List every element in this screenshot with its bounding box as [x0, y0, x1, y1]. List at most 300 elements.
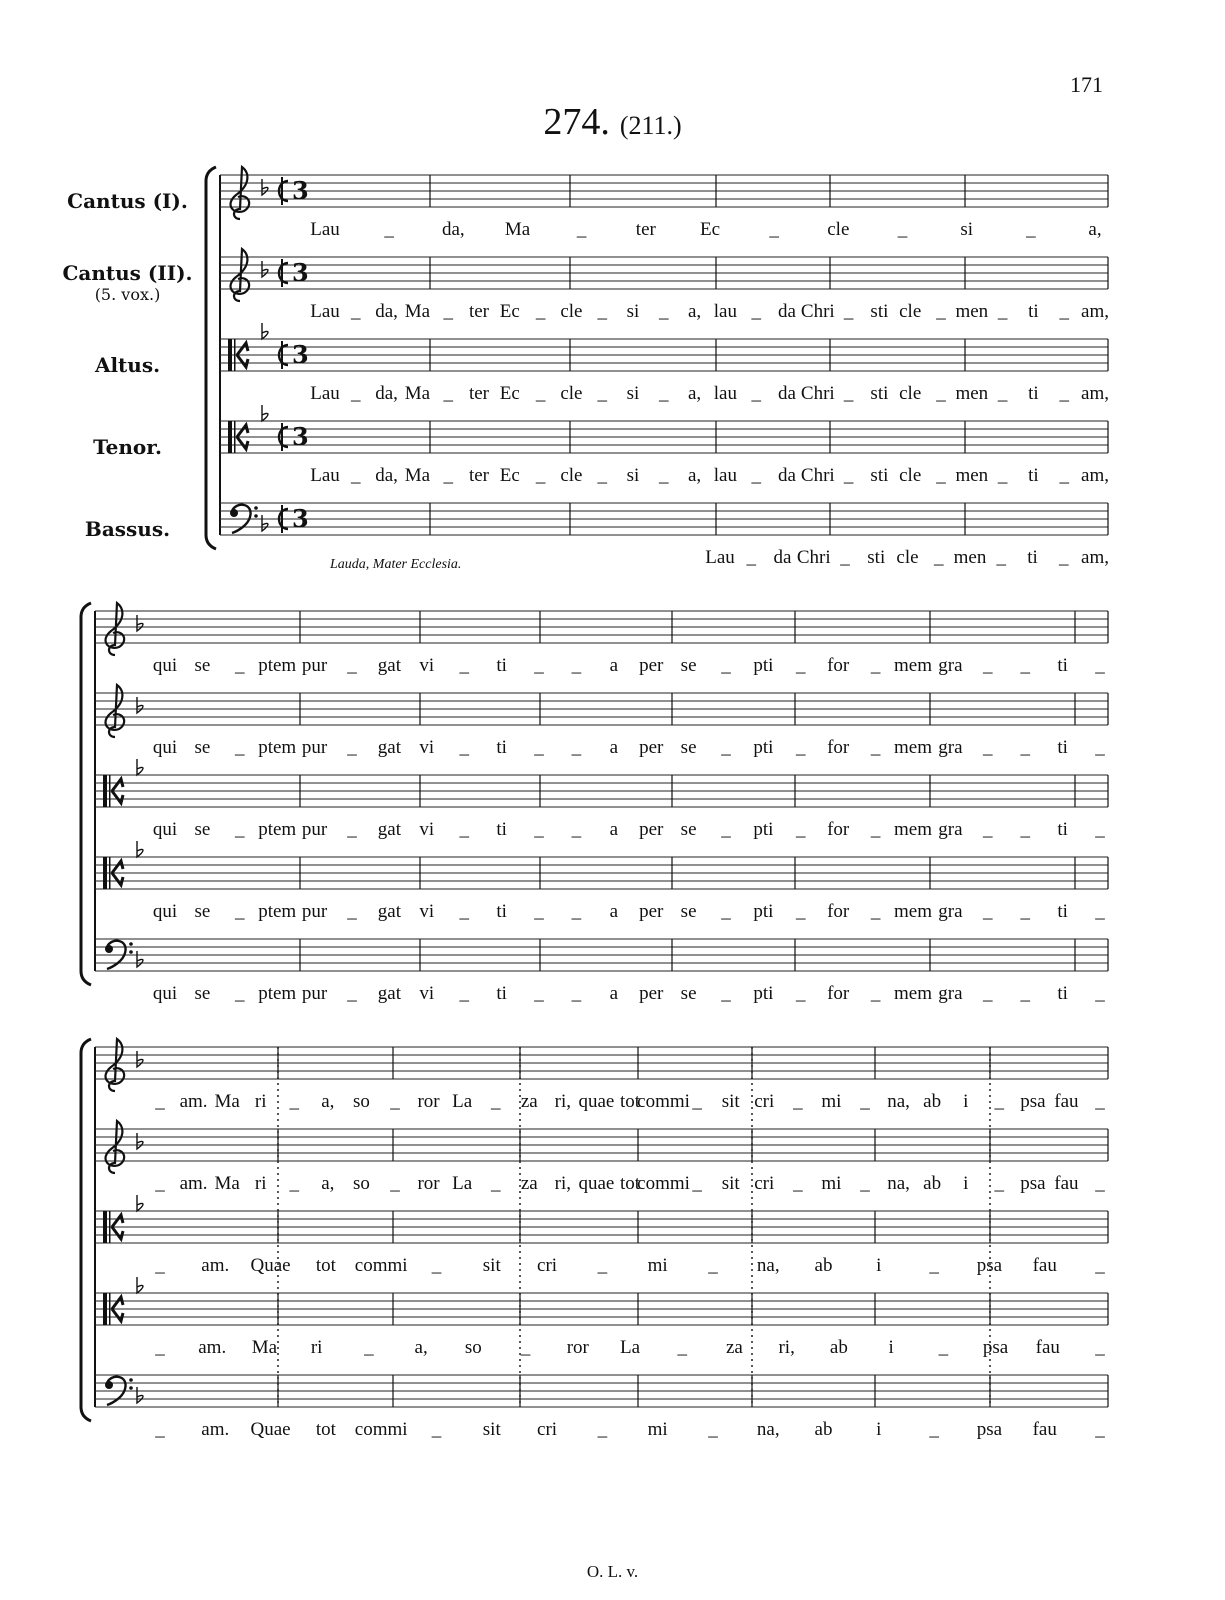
lyric-syllable: La	[452, 1173, 473, 1194]
lyric-syllable: _	[289, 1091, 300, 1112]
lyric-syllable: _	[840, 547, 850, 568]
lyric-syllable: ab	[923, 1091, 942, 1112]
lyric-syllable: se	[680, 655, 697, 676]
lyric-syllable: qui	[152, 737, 178, 758]
lyric-syllable: am.	[179, 1091, 208, 1112]
lyric-syllable: ptem	[258, 819, 297, 840]
lyric-syllable: _	[390, 1091, 400, 1112]
lyric-syllable: _	[289, 1173, 300, 1194]
voice-label-bassus: Bassus.	[84, 517, 171, 541]
lyric-syllable: se	[194, 901, 211, 922]
lyric-syllable: _	[1020, 655, 1030, 676]
lyric-syllable: mi	[821, 1173, 842, 1194]
flat-key-signature-icon	[137, 1387, 143, 1403]
lyric-syllable: _	[235, 983, 245, 1004]
lyric-syllable: fau	[1032, 1419, 1057, 1440]
staff-4	[95, 1277, 1108, 1358]
lyric-syllable: _	[870, 737, 881, 758]
lyric-syllable: _	[997, 465, 1008, 486]
lyric-syllable: _	[597, 383, 607, 404]
lyric-syllable: _	[659, 383, 669, 404]
lyric-syllable: gra	[938, 737, 963, 758]
lyric-syllable: _	[490, 1173, 501, 1194]
lyric-syllable: pur	[301, 655, 328, 676]
lyric-syllable: am.	[198, 1337, 227, 1358]
lyric-syllable: sit	[482, 1255, 501, 1276]
lyric-syllable: a,	[414, 1337, 428, 1358]
lyric-syllable: pti	[753, 983, 774, 1004]
lyric-syllable: _	[535, 465, 546, 486]
lyric-syllable: pti	[753, 655, 774, 676]
c-clef-icon	[103, 857, 107, 889]
lyric-syllable: _	[1095, 983, 1105, 1004]
lyric-syllable: _	[936, 465, 946, 486]
lyric-syllable: na,	[887, 1091, 910, 1112]
lyric-syllable: La	[619, 1337, 641, 1358]
lyric-syllable: _	[1095, 1091, 1105, 1112]
lyric-syllable: tot	[315, 1255, 336, 1276]
lyric-syllable: _	[597, 465, 607, 486]
lyric-syllable: ri	[254, 1091, 267, 1112]
lyric-syllable: _	[860, 1173, 870, 1194]
lyric-syllable: _	[597, 301, 607, 322]
lyric-syllable: Ma	[504, 219, 531, 240]
lyric-syllable: ti	[496, 819, 507, 840]
lyric-syllable: sit	[482, 1419, 501, 1440]
lyric-syllable: per	[639, 901, 664, 922]
c-clef-icon	[234, 421, 236, 453]
lyric-syllable: na,	[887, 1173, 910, 1194]
lyric-syllable: _	[1020, 737, 1030, 758]
flat-key-signature-icon	[262, 405, 268, 421]
lyric-syllable: _	[983, 901, 993, 922]
lyric-syllable: _	[597, 1255, 608, 1276]
lyric-syllable: for	[827, 655, 850, 676]
lyric-syllable: cle	[899, 383, 922, 404]
lyric-syllable: _	[1020, 819, 1030, 840]
lyric-syllable: ti	[1028, 301, 1039, 322]
lyric-syllable: am,	[1081, 301, 1109, 322]
mensuration-number: 3	[292, 422, 309, 451]
lyric-syllable: _	[870, 819, 881, 840]
lyric-syllable: sit	[721, 1091, 740, 1112]
lyric-syllable: da,	[375, 383, 398, 404]
lyric-syllable: ti	[1027, 547, 1038, 568]
incipit-label: Lauda, Mater Ecclesia.	[330, 557, 462, 572]
lyric-syllable: psa	[982, 1337, 1009, 1358]
lyric-syllable: _	[692, 1091, 702, 1112]
lyric-syllable: Chri	[796, 547, 831, 568]
lyric-syllable: _	[351, 301, 361, 322]
lyric-syllable: _	[235, 737, 245, 758]
lyric-syllable: am,	[1081, 465, 1109, 486]
lyric-syllable: Chri	[800, 383, 835, 404]
lyric-syllable: mi	[647, 1419, 668, 1440]
lyric-syllable: _	[459, 819, 469, 840]
lyric-syllable: ti	[1057, 819, 1068, 840]
mensuration-number: 3	[292, 176, 309, 205]
lyric-syllable: _	[534, 737, 544, 758]
lyric-syllable: _	[796, 819, 806, 840]
lyric-syllable: _	[1095, 1337, 1105, 1358]
lyric-syllable: cri	[754, 1091, 775, 1112]
lyric-syllable: _	[459, 901, 469, 922]
lyric-syllable: ti	[1057, 901, 1068, 922]
lyric-syllable: _	[443, 465, 453, 486]
lyric-syllable: quae	[578, 1173, 615, 1194]
lyric-syllable: _	[571, 901, 582, 922]
flat-key-signature-icon	[137, 697, 143, 713]
lyric-syllable: ptem	[258, 655, 297, 676]
lyric-syllable: _	[843, 383, 854, 404]
lyric-syllable: ab	[814, 1419, 833, 1440]
lyric-syllable: _	[155, 1255, 165, 1276]
lyric-syllable: _	[1059, 383, 1069, 404]
lyric-syllable: na,	[756, 1419, 780, 1440]
lyric-syllable: Quae	[250, 1255, 291, 1276]
staff-5	[95, 1375, 1108, 1440]
staff-3	[95, 759, 1108, 840]
lyric-syllable: qui	[152, 655, 178, 676]
lyric-syllable: cri	[537, 1419, 558, 1440]
lyric-syllable: se	[194, 655, 211, 676]
lyric-syllable: _	[751, 301, 761, 322]
lyric-syllable: a	[609, 655, 619, 676]
lyric-syllable: ror	[566, 1337, 589, 1358]
flat-key-signature-icon	[137, 759, 143, 775]
lyric-syllable: _	[936, 301, 946, 322]
lyric-syllable: ri	[310, 1337, 323, 1358]
lyric-syllable: so	[464, 1337, 482, 1358]
lyric-syllable: _	[431, 1255, 442, 1276]
lyric-syllable: _	[751, 383, 761, 404]
staff-2	[220, 249, 1109, 322]
lyric-syllable: fau	[1035, 1337, 1060, 1358]
lyric-syllable: a,	[688, 465, 702, 486]
bass-clef-icon	[129, 1378, 133, 1382]
voice-label-cantus-2: Cantus (II). (5. vox.)	[62, 261, 193, 304]
lyric-syllable: si	[626, 383, 640, 404]
staff-4	[95, 841, 1108, 922]
lyric-syllable: so	[352, 1173, 370, 1194]
lyric-syllable: ror	[417, 1091, 440, 1112]
lyric-syllable: _	[746, 547, 756, 568]
lyric-syllable: Lau	[310, 465, 340, 486]
lyric-syllable: gra	[938, 655, 963, 676]
lyric-syllable: ti	[496, 983, 507, 1004]
lyric-syllable: _	[997, 383, 1008, 404]
lyric-syllable: _	[347, 819, 357, 840]
lyric-syllable: ti	[1057, 737, 1068, 758]
staff-4	[220, 405, 1109, 486]
lyric-syllable: Ma	[404, 301, 431, 322]
lyric-syllable: gat	[377, 819, 402, 840]
lyric-syllable: za	[520, 1091, 538, 1112]
lyric-syllable: _	[155, 1419, 165, 1440]
flat-key-signature-icon	[137, 1195, 143, 1211]
lyric-syllable: _	[155, 1091, 165, 1112]
lyric-syllable: Ec	[699, 219, 721, 240]
lyric-syllable: _	[659, 465, 669, 486]
lyric-syllable: psa	[1020, 1173, 1046, 1194]
lyric-syllable: psa	[976, 1419, 1003, 1440]
lyric-syllable: da	[778, 465, 796, 486]
lyric-syllable: _	[994, 1173, 1005, 1194]
staff-3	[220, 323, 1109, 404]
c-clef-icon	[103, 775, 107, 807]
lyric-syllable: da,	[375, 301, 398, 322]
lyric-syllable: se	[680, 983, 697, 1004]
lyric-syllable: ab	[923, 1173, 942, 1194]
lyric-syllable: men	[955, 383, 989, 404]
lyric-syllable: da,	[441, 219, 465, 240]
mensuration-number: 3	[292, 504, 309, 533]
lyric-syllable: i	[963, 1091, 969, 1112]
lyric-syllable: Chri	[800, 465, 835, 486]
lyric-syllable: _	[843, 301, 854, 322]
lyric-syllable: _	[721, 901, 731, 922]
lyric-syllable: ter	[468, 383, 490, 404]
lyric-syllable: mem	[894, 737, 932, 758]
lyric-syllable: ti	[496, 901, 507, 922]
lyric-syllable: qui	[152, 901, 178, 922]
lyric-syllable: _	[431, 1419, 442, 1440]
lyric-syllable: _	[1020, 983, 1030, 1004]
c-clef-icon	[228, 339, 232, 371]
lyric-syllable: qui	[152, 983, 178, 1004]
lyric-syllable: ti	[496, 737, 507, 758]
lyric-syllable: vi	[419, 983, 435, 1004]
lyric-syllable: za	[726, 1337, 743, 1358]
lyric-syllable: for	[827, 819, 850, 840]
lyric-syllable: a,	[1088, 219, 1102, 240]
flat-key-signature-icon	[137, 951, 143, 967]
lyric-syllable: a	[609, 901, 619, 922]
flat-key-signature-icon	[262, 261, 268, 277]
lyric-syllable: ti	[1028, 465, 1039, 486]
bass-clef-icon	[254, 514, 258, 518]
lyric-syllable: Ma	[251, 1337, 278, 1358]
lyric-syllable: vi	[419, 655, 435, 676]
lyric-syllable: si	[626, 465, 640, 486]
lyric-syllable: da	[778, 383, 796, 404]
lyric-syllable: ti	[1028, 383, 1039, 404]
lyric-syllable: ptem	[258, 983, 297, 1004]
lyric-syllable: _	[490, 1091, 501, 1112]
lyric-syllable: for	[827, 983, 850, 1004]
lyric-syllable: cle	[560, 465, 583, 486]
staff-1	[95, 603, 1108, 676]
lyric-syllable: cle	[560, 301, 583, 322]
lyric-syllable: fau	[1054, 1173, 1079, 1194]
lyric-syllable: commi	[354, 1419, 408, 1440]
lyric-syllable: mi	[821, 1091, 842, 1112]
c-clef-icon	[103, 1211, 107, 1243]
staff-2	[95, 685, 1108, 758]
lyric-syllable: so	[352, 1091, 370, 1112]
lyric-syllable: commi	[637, 1173, 690, 1194]
lyric-syllable: _	[936, 383, 946, 404]
lyric-syllable: _	[459, 655, 469, 676]
lyric-syllable: _	[534, 983, 544, 1004]
lyric-syllable: sti	[867, 547, 886, 568]
lyric-syllable: tot	[619, 1091, 641, 1112]
lyric-syllable: _	[994, 1091, 1005, 1112]
lyric-syllable: da	[773, 547, 792, 568]
lyric-syllable: ri,	[554, 1091, 572, 1112]
voice-label-cantus-1: Cantus (I).	[67, 189, 188, 213]
lyric-syllable: commi	[354, 1255, 408, 1276]
lyric-syllable: _	[997, 301, 1008, 322]
lyric-syllable: cle	[896, 547, 919, 568]
lyric-syllable: _	[996, 547, 1006, 568]
lyric-syllable: pur	[301, 901, 328, 922]
lyric-syllable: Lau	[310, 219, 340, 240]
lyric-syllable: cri	[754, 1173, 775, 1194]
lyric-syllable: _	[459, 737, 469, 758]
lyric-syllable: cri	[537, 1255, 558, 1276]
lyric-syllable: _	[1059, 547, 1069, 568]
system-1	[206, 167, 1109, 568]
lyric-syllable: a,	[688, 383, 702, 404]
lyric-syllable: psa	[976, 1255, 1003, 1276]
bass-clef-icon	[129, 1386, 133, 1390]
lyric-syllable: _	[870, 983, 881, 1004]
lyric-syllable: Ec	[499, 465, 520, 486]
lyric-syllable: _	[721, 983, 731, 1004]
lyric-syllable: _	[793, 1091, 803, 1112]
lyric-syllable: men	[953, 547, 987, 568]
footer-signature: O. L. v.	[586, 1562, 639, 1581]
c-clef-icon	[109, 857, 111, 889]
flat-key-signature-icon	[137, 1277, 143, 1293]
lyric-syllable: pti	[753, 901, 774, 922]
lyric-syllable: _	[843, 465, 854, 486]
lyric-syllable: _	[364, 1337, 374, 1358]
lyric-syllable: cle	[899, 465, 922, 486]
lyric-syllable: i	[876, 1419, 882, 1440]
lyric-syllable: pti	[753, 737, 774, 758]
lyric-syllable: per	[639, 983, 664, 1004]
lyric-syllable: _	[1026, 219, 1036, 240]
lyric-syllable: ab	[829, 1337, 848, 1358]
lyric-syllable: _	[692, 1173, 702, 1194]
staff-1	[220, 167, 1108, 240]
lyric-syllable: Ma	[404, 383, 431, 404]
lyric-syllable: Lau	[310, 383, 340, 404]
lyric-syllable: na,	[756, 1255, 780, 1276]
lyric-syllable: _	[793, 1173, 803, 1194]
lyric-syllable: _	[796, 655, 806, 676]
lyric-syllable: _	[571, 655, 582, 676]
lyric-syllable: _	[1095, 655, 1105, 676]
lyric-syllable: am.	[201, 1255, 230, 1276]
c-clef-icon	[109, 1211, 111, 1243]
lyric-syllable: _	[677, 1337, 687, 1358]
lyric-syllable: Chri	[800, 301, 835, 322]
lyric-syllable: _	[571, 819, 582, 840]
system-3	[81, 1039, 1108, 1440]
flat-key-signature-icon	[137, 1133, 143, 1149]
lyric-syllable: _	[235, 901, 245, 922]
lyric-syllable: ti	[1057, 983, 1068, 1004]
lyric-syllable: _	[1095, 1255, 1105, 1276]
lyric-syllable: _	[796, 737, 806, 758]
lyric-syllable: _	[443, 301, 453, 322]
lyric-syllable: Ma	[404, 465, 431, 486]
lyric-syllable: _	[390, 1173, 400, 1194]
lyric-syllable: gra	[938, 819, 963, 840]
lyric-syllable: _	[721, 655, 731, 676]
lyric-syllable: Ec	[499, 301, 520, 322]
lyric-syllable: _	[1095, 737, 1105, 758]
lyric-syllable: ter	[468, 465, 490, 486]
lyric-syllable: cle	[827, 219, 850, 240]
lyric-syllable: _	[708, 1255, 718, 1276]
lyric-syllable: _	[347, 655, 357, 676]
lyric-syllable: _	[155, 1173, 165, 1194]
lyric-syllable: Quae	[250, 1419, 291, 1440]
lyric-syllable: a,	[321, 1173, 335, 1194]
lyric-syllable: gat	[377, 901, 402, 922]
page-number: 171	[1070, 72, 1103, 97]
lyric-syllable: per	[639, 819, 664, 840]
lyric-syllable: gat	[377, 655, 402, 676]
lyric-syllable: ab	[814, 1255, 833, 1276]
bass-clef-icon	[254, 506, 258, 510]
lyric-syllable: ti	[1057, 655, 1068, 676]
lyric-syllable: _	[983, 819, 993, 840]
staff-5	[95, 939, 1108, 1004]
staff-2	[95, 1121, 1108, 1194]
lyric-syllable: _	[534, 901, 544, 922]
lyric-syllable: Ec	[499, 383, 520, 404]
lyric-syllable: _	[708, 1419, 718, 1440]
lyric-syllable: _	[520, 1337, 531, 1358]
lyric-syllable: _	[384, 219, 394, 240]
lyric-syllable: pur	[301, 819, 328, 840]
staff-3	[95, 1195, 1108, 1276]
c-clef-icon	[109, 775, 111, 807]
lyric-syllable: _	[571, 983, 582, 1004]
lyric-syllable: _	[659, 301, 669, 322]
lyric-syllable: per	[639, 655, 664, 676]
lyric-syllable: _	[796, 983, 806, 1004]
lyric-syllable: ter	[468, 301, 490, 322]
lyric-syllable: Ma	[214, 1173, 240, 1194]
lyric-syllable: se	[680, 819, 697, 840]
lyric-syllable: sti	[870, 465, 889, 486]
lyric-syllable: gra	[938, 901, 963, 922]
c-clef-icon	[103, 1293, 107, 1325]
lyric-syllable: mem	[894, 819, 932, 840]
lyric-syllable: lau	[713, 383, 738, 404]
flat-key-signature-icon	[262, 515, 268, 531]
lyric-syllable: _	[934, 547, 944, 568]
lyric-syllable: Lau	[310, 301, 340, 322]
lyric-syllable: _	[571, 737, 582, 758]
lyric-syllable: i	[876, 1255, 882, 1276]
lyric-syllable: _	[347, 983, 357, 1004]
lyric-syllable: ri	[254, 1173, 267, 1194]
lyric-syllable: qui	[152, 819, 178, 840]
lyric-syllable: pur	[301, 983, 328, 1004]
piece-secondary-number: (211.)	[619, 111, 682, 140]
lyric-syllable: am.	[179, 1173, 208, 1194]
lyric-syllable: _	[576, 219, 587, 240]
lyric-syllable: _	[534, 655, 544, 676]
lyric-syllable: lau	[713, 301, 738, 322]
